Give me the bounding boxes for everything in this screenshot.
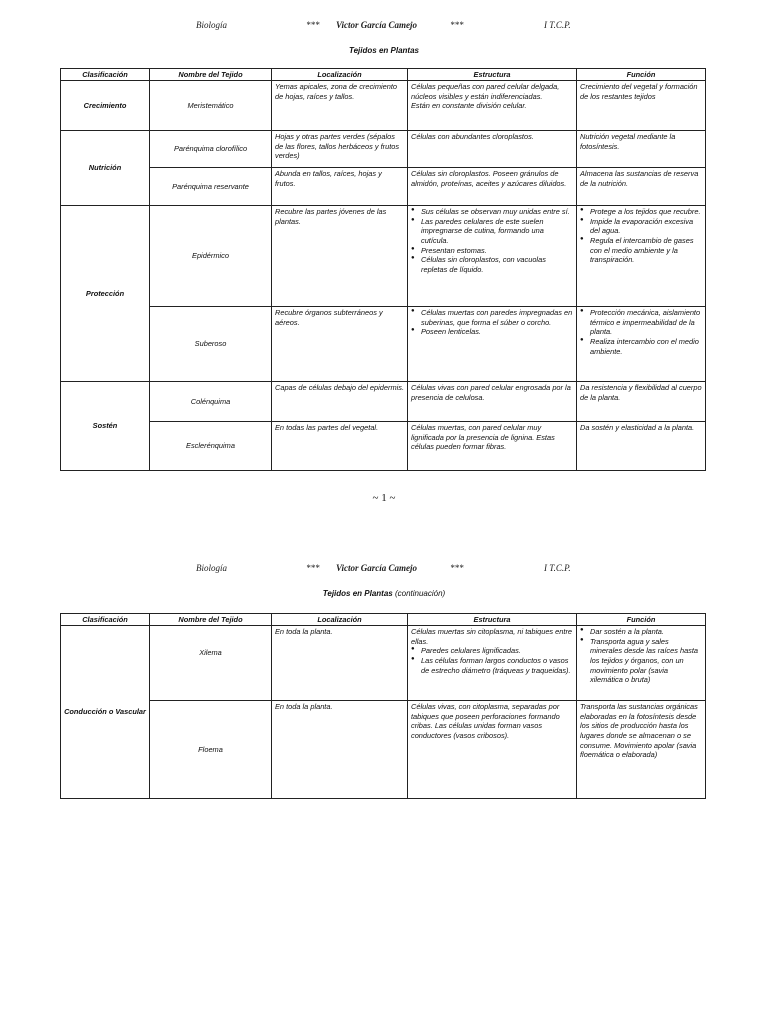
- tissue-name-cell: Parénquima reservante: [150, 168, 272, 206]
- list-item: ● Realiza intercambio con el medio ambiente.: [580, 337, 702, 356]
- page-1-title: [0, 46, 768, 55]
- table-header-row: [61, 614, 706, 626]
- title-main: Tejidos en Plantas: [349, 46, 419, 55]
- function-cell: Transporta las sustancias orgánicas elaboradas en la fotosíntesis desde los sitios de producción hasta los lugares donde se almacenan o se consume. Movimiento apolar (savia floemática o elaborada): [577, 701, 706, 799]
- list-item: ● Presentan estomas.: [411, 246, 573, 256]
- function-list: [580, 207, 702, 265]
- page-1-header: [0, 20, 768, 34]
- function-cell: [577, 626, 706, 701]
- location-cell: Recubre las partes jóvenes de las plantas.: [272, 206, 408, 307]
- header-stars-right: ***: [450, 563, 464, 573]
- function-list: [580, 308, 702, 356]
- structure-text: Células muertas sin citoplasma, ni tabiques entre ellas.: [411, 627, 573, 646]
- header-school: I T.C.P.: [544, 20, 571, 30]
- tissue-name-cell: Epidérmico: [150, 206, 272, 307]
- table-row: [61, 422, 706, 471]
- location-cell: Hojas y otras partes verdes (sépalos de las flores, tallos herbáceos y frutos verdes): [272, 131, 408, 168]
- header-stars-left: ***: [306, 563, 320, 573]
- table-row: [61, 81, 706, 131]
- col-header-classification: Clasificación: [61, 614, 150, 626]
- function-cell: [577, 307, 706, 382]
- table-row: [61, 131, 706, 168]
- structure-text: Células pequeñas con pared celular delgada, núcleos visibles y están indiferenciadas.: [411, 82, 560, 101]
- tissue-table-2: [60, 613, 706, 799]
- list-item: ● Células muertas con paredes impregnadas en suberinas, que forma el súber o corcho.: [411, 308, 573, 327]
- table-row: [61, 307, 706, 382]
- structure-cell: Células sin cloroplastos. Poseen gránulos de almidón, proteínas, aceites y azúcares diluidos.: [408, 168, 577, 206]
- structure-cell: Células vivas con pared celular engrosada por la presencia de celulosa.: [408, 382, 577, 422]
- tissue-name-cell: Floema: [150, 701, 272, 799]
- function-cell: [577, 206, 706, 307]
- function-cell: Da sostén y elasticidad a la planta.: [577, 422, 706, 471]
- classification-cell: Crecimiento: [61, 81, 150, 131]
- list-item: ● Las paredes celulares de este suelen impregnarse de cutina, formando una cutícula.: [411, 217, 573, 246]
- tissue-name-cell: Esclerénquima: [150, 422, 272, 471]
- tissue-name-cell: Suberoso: [150, 307, 272, 382]
- structure-cell: Células muertas, con pared celular muy lignificada por la presencia de lignina. Estas células pueden formar fibras.: [408, 422, 577, 471]
- classification-cell: Conducción o Vascular: [61, 626, 150, 799]
- page-2-title: [0, 589, 768, 598]
- function-cell: Crecimiento del vegetal y formación de los restantes tejidos: [577, 81, 706, 131]
- col-header-function: Función: [577, 614, 706, 626]
- header-author: Victor García Camejo: [336, 20, 417, 30]
- tissue-name-cell: Colénquima: [150, 382, 272, 422]
- list-item: ● Paredes celulares lignificadas.: [411, 646, 573, 656]
- header-subject: Biología: [196, 563, 227, 573]
- location-cell: Recubre órganos subterráneos y aéreos.: [272, 307, 408, 382]
- list-item: ● Dar sostén a la planta.: [580, 627, 702, 637]
- structure-cell: [408, 81, 577, 131]
- col-header-tissue-name: Nombre del Tejido: [150, 69, 272, 81]
- table-header-row: [61, 69, 706, 81]
- structure-cell: [408, 206, 577, 307]
- list-item: ● Protección mecánica, aislamiento térmico e impermeabilidad de la planta.: [580, 308, 702, 337]
- function-cell: Almacena las sustancias de reserva de la nutrición.: [577, 168, 706, 206]
- header-stars-left: ***: [306, 20, 320, 30]
- title-main: Tejidos en Plantas: [322, 589, 393, 598]
- col-header-classification: Clasificación: [61, 69, 150, 81]
- function-cell: Nutrición vegetal mediante la fotosíntesis.: [577, 131, 706, 168]
- list-item: ● Protege a los tejidos que recubre.: [580, 207, 702, 217]
- page-2-header: [0, 563, 768, 577]
- location-cell: Abunda en tallos, raíces, hojas y frutos.: [272, 168, 408, 206]
- structure-list: [411, 646, 573, 675]
- list-item: ● Poseen lenticelas.: [411, 327, 573, 337]
- location-cell: Yemas apicales, zona de crecimiento de hojas, raíces y tallos.: [272, 81, 408, 131]
- structure-list: [411, 308, 573, 337]
- list-item: ● Sus células se observan muy unidas entre sí.: [411, 207, 573, 217]
- page-number: ~ 1 ~: [372, 492, 396, 504]
- list-item: ● Transporta agua y sales minerales desde las raíces hasta los tejidos y órganos, con un movimiento polar (savia xilemática o bruta): [580, 637, 702, 685]
- col-header-structure: Estructura: [408, 614, 577, 626]
- structure-cell: Células vivas, con citoplasma, separadas por tabiques que poseen perforaciones formando cribas. Las células unidas forman vasos conductores (vasos cribosos).: [408, 701, 577, 799]
- col-header-tissue-name: Nombre del Tejido: [150, 614, 272, 626]
- classification-cell: Sostén: [61, 382, 150, 471]
- location-cell: Capas de células debajo del epidermis.: [272, 382, 408, 422]
- structure-cell: Células con abundantes cloroplastos.: [408, 131, 577, 168]
- list-item: ● Impide la evaporación excesiva del agua.: [580, 217, 702, 236]
- function-cell: Da resistencia y flexibilidad al cuerpo de la planta.: [577, 382, 706, 422]
- structure-cell: [408, 307, 577, 382]
- table-row: [61, 701, 706, 799]
- tissue-name-cell: Meristemático: [150, 81, 272, 131]
- table-row: [61, 206, 706, 307]
- table-row: [61, 168, 706, 206]
- location-cell: En toda la planta.: [272, 701, 408, 799]
- title-suffix: (continuación): [392, 589, 446, 598]
- structure-text-2: Están en constante división celular.: [411, 101, 527, 111]
- header-subject: Biología: [196, 20, 227, 30]
- tissue-table-1: [60, 68, 706, 471]
- col-header-structure: Estructura: [408, 69, 577, 81]
- classification-cell: Protección: [61, 206, 150, 382]
- list-item: ● Regula el intercambio de gases con el medio ambiente y la transpiración.: [580, 236, 702, 265]
- col-header-location: Localización: [272, 614, 408, 626]
- classification-cell: Nutrición: [61, 131, 150, 206]
- tissue-name-cell: Parénquima clorofílico: [150, 131, 272, 168]
- header-author: Victor García Camejo: [336, 563, 417, 573]
- structure-cell: [408, 626, 577, 701]
- location-cell: En todas las partes del vegetal.: [272, 422, 408, 471]
- location-cell: En toda la planta.: [272, 626, 408, 701]
- list-item: ● Las células forman largos conductos o vasos de estrecho diámetro (tráqueas y traqueidas).: [411, 656, 573, 675]
- table-row: [61, 626, 706, 701]
- tissue-name-cell: Xilema: [150, 626, 272, 701]
- col-header-function: Función: [577, 69, 706, 81]
- header-school: I T.C.P.: [544, 563, 571, 573]
- structure-list: [411, 207, 573, 274]
- table-row: [61, 382, 706, 422]
- function-list: [580, 627, 702, 685]
- list-item: ● Células sin cloroplastos, con vacuolas repletas de líquido.: [411, 255, 573, 274]
- header-stars-right: ***: [450, 20, 464, 30]
- col-header-location: Localización: [272, 69, 408, 81]
